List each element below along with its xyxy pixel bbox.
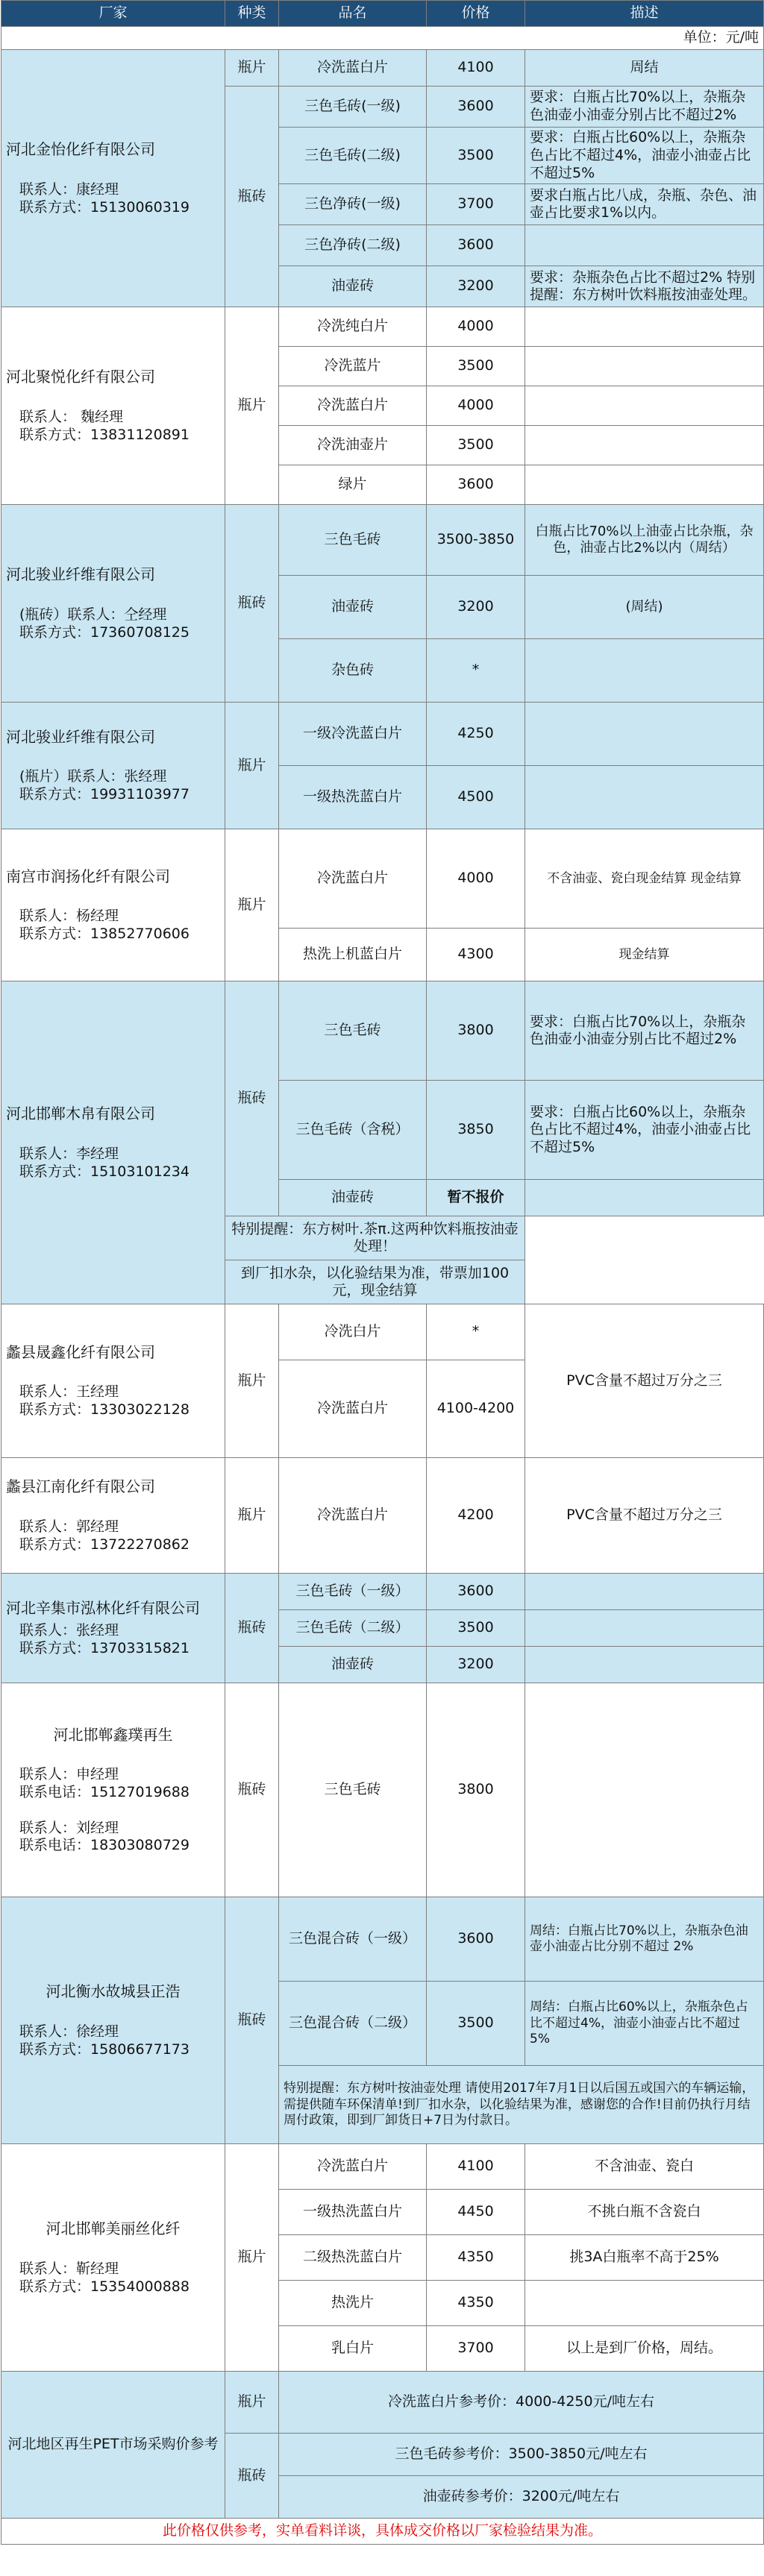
description-cell: 周结：白瓶占比60%以上，杂瓶杂色占比不超过4%，油壶小油壶占比不超过 5%	[525, 1982, 764, 2066]
description-cell: (周结)	[525, 576, 764, 639]
description-cell	[525, 766, 764, 829]
description-cell	[525, 1647, 764, 1683]
price-cell: 4100	[427, 2144, 525, 2190]
factory-contact: 联系人：王经理	[19, 1383, 119, 1401]
factory-phone: 联系方式：13703315821	[19, 1639, 190, 1656]
summary-row	[1, 2372, 764, 2434]
factory-cell	[1, 1683, 225, 1897]
factory-phone: 联系方式：15103101234	[19, 1163, 190, 1180]
factory-name: 河北邯郸木帛有限公司	[6, 1105, 155, 1123]
factory-cell	[1, 2144, 225, 2372]
factory-cell	[1, 703, 225, 829]
price-cell: 3500-3850	[427, 505, 525, 576]
factory-cell	[1, 829, 225, 981]
summary-title: 河北地区再生PET市场采购价参考	[1, 2372, 225, 2519]
type-cell: 瓶砖	[225, 87, 279, 307]
factory-name: 河北金怡化纤有限公司	[6, 140, 155, 158]
product-cell: 一级冷洗蓝白片	[279, 703, 427, 766]
header-description: 描述	[525, 1, 764, 27]
product-cell: 三色净砖(一级)	[279, 184, 427, 225]
description-cell	[525, 225, 764, 266]
factory-name: 河北邯郸鑫璞再生	[53, 1725, 173, 1744]
disclaimer: 此价格仅供参考，实单看料详谈，具体成交价格以厂家检验结果为准。	[1, 2519, 764, 2545]
factory-phone: 联系方式：13852770606	[19, 926, 190, 943]
factory-contact: (瓶片）联系人：张经理	[19, 768, 167, 785]
description-cell: 挑3A白瓶率不高于25%	[525, 2235, 764, 2281]
description-cell	[525, 2281, 764, 2326]
factory-name: 河北骏业纤维有限公司	[6, 565, 155, 584]
product-cell: 冷洗纯白片	[279, 307, 427, 347]
price-cell: 4100-4200	[427, 1360, 525, 1458]
table-row	[1, 1458, 764, 1574]
factory-cell	[1, 505, 225, 703]
factory-phone: 联系方式：15130060319	[19, 198, 190, 216]
product-cell: 热洗上机蓝白片	[279, 929, 427, 981]
product-cell: 三色混合砖（一级）	[279, 1897, 427, 1982]
description-cell: 要求白瓶占比八成，杂瓶、杂色、油壶占比要求1%以内。	[525, 184, 764, 225]
product-cell: 油壶砖	[279, 266, 427, 307]
description-cell	[525, 1180, 764, 1216]
factory-name: 河北骏业纤维有限公司	[6, 727, 155, 746]
special-note: 特别提醒：东方树叶按油壶处理 请使用2017年7月1日以后国五或国六的车辆运输，需提供随车环保清单!到厂扣水杂，以化验结果为准，感谢您的合作!目前仍执行月结周付政策，即到厂卸货日+7日为付款日。	[279, 2066, 764, 2144]
description-cell	[525, 347, 764, 386]
footer-row	[1, 2519, 764, 2545]
description-cell	[525, 465, 764, 505]
description-cell	[525, 386, 764, 426]
table-row	[1, 2144, 764, 2190]
type-cell: 瓶片	[225, 703, 279, 829]
product-cell: 绿片	[279, 465, 427, 505]
factory-contact: 联系人：徐经理	[19, 2023, 119, 2040]
price-cell: *	[427, 639, 525, 703]
price-cell: 4000	[427, 386, 525, 426]
price-cell: 3600	[427, 87, 525, 128]
factory-phone: 联系方式：13303022128	[19, 1401, 190, 1419]
type-cell: 瓶片	[225, 2144, 279, 2372]
summary-line: 油壶砖参考价：3200元/吨左右	[279, 2476, 764, 2519]
description-cell: PVC含量不超过万分之三	[525, 1458, 764, 1574]
price-cell: 3850	[427, 1081, 525, 1180]
product-cell: 三色净砖(二级)	[279, 225, 427, 266]
product-cell: 油壶砖	[279, 1180, 427, 1216]
table-row	[1, 50, 764, 87]
price-cell: 3600	[427, 1897, 525, 1982]
factory-cell	[1, 1458, 225, 1574]
description-cell: 要求：白瓶占比60%以上，杂瓶杂色占比不超过4%，油壶小油壶占比不超过5%	[525, 1081, 764, 1180]
unit-label: 单位：元/吨	[1, 27, 764, 50]
product-cell: 冷洗蓝白片	[279, 829, 427, 929]
header-factory: 厂家	[1, 1, 225, 27]
product-cell: 冷洗蓝白片	[279, 2144, 427, 2190]
product-cell: 冷洗蓝白片	[279, 50, 427, 87]
product-cell: 三色毛砖	[279, 505, 427, 576]
table-row	[1, 703, 764, 766]
description-cell	[525, 307, 764, 347]
product-cell: 油壶砖	[279, 576, 427, 639]
price-cell: 3700	[427, 2326, 525, 2372]
price-cell: 3600	[427, 1574, 525, 1610]
factory-cell	[1, 1897, 225, 2144]
table-row	[1, 981, 764, 1081]
price-cell: 4450	[427, 2190, 525, 2235]
type-cell: 瓶片	[225, 1304, 279, 1458]
factory-cell	[1, 1574, 225, 1683]
factory-name: 蠡县晟鑫化纤有限公司	[6, 1342, 155, 1361]
type-cell: 瓶片	[225, 50, 279, 87]
price-cell: 3500	[427, 1610, 525, 1647]
product-cell: 一级热洗蓝白片	[279, 766, 427, 829]
factory-contact: 联系人：杨经理	[19, 908, 119, 925]
description-cell	[525, 703, 764, 766]
factory-phone: 联系方式：19931103977	[19, 786, 190, 803]
price-cell: 3800	[427, 981, 525, 1081]
factory-cell	[1, 50, 225, 307]
description-cell: 周结	[525, 50, 764, 87]
table-row	[1, 1683, 764, 1897]
price-cell: 4000	[427, 307, 525, 347]
factory-contact: 联系人：靳经理	[19, 2260, 119, 2277]
price-cell: 4200	[427, 1458, 525, 1574]
type-cell: 瓶片	[225, 2372, 279, 2434]
product-cell: 热洗片	[279, 2281, 427, 2326]
header-type: 种类	[225, 1, 279, 27]
table-row	[1, 829, 764, 929]
factory-name: 河北邯郸美丽丝化纤	[46, 2220, 181, 2238]
product-cell: 冷洗蓝白片	[279, 1458, 427, 1574]
type-cell: 瓶片	[225, 307, 279, 505]
settlement-note: 到厂扣水杂，以化验结果为准，带票加100元，现金结算	[225, 1260, 525, 1304]
header-price: 价格	[427, 1, 525, 27]
table-row	[1, 1897, 764, 1982]
price-cell: 4100	[427, 50, 525, 87]
product-cell: 杂色砖	[279, 639, 427, 703]
factory-name: 南宫市润扬化纤有限公司	[6, 867, 170, 885]
price-cell: 4500	[427, 766, 525, 829]
summary-line: 冷洗蓝白片参考价：4000-4250元/吨左右	[279, 2372, 764, 2434]
product-cell: 三色毛砖（二级）	[279, 1610, 427, 1647]
factory-name: 蠡县江南化纤有限公司	[6, 1477, 155, 1496]
table-row	[1, 1304, 764, 1360]
price-cell: 3200	[427, 266, 525, 307]
price-cell: 4250	[427, 703, 525, 766]
description-cell: 周结：白瓶占比70%以上，杂瓶杂色油壶小油壶占比分别不超过 2%	[525, 1897, 764, 1982]
header-row	[1, 1, 764, 27]
description-cell: 不含油壶、瓷白现金结算 现金结算	[525, 829, 764, 929]
factory-name: 河北衡水故城县正浩	[46, 1982, 181, 2001]
product-cell: 三色毛砖（含税）	[279, 1081, 427, 1180]
price-cell: 4350	[427, 2281, 525, 2326]
factory-cell	[1, 307, 225, 505]
product-cell: 三色毛砖	[279, 981, 427, 1081]
type-cell: 瓶砖	[225, 1683, 279, 1897]
price-cell: 3500	[427, 1982, 525, 2066]
product-cell: 三色毛砖(二级)	[279, 128, 427, 184]
factory-contact: 联系人：申经理	[19, 1766, 119, 1783]
description-cell: 要求：杂瓶杂色占比不超过2% 特别提醒：东方树叶饮料瓶按油壶处理。	[525, 266, 764, 307]
factory-name: 河北辛集市泓林化纤有限公司	[6, 1599, 200, 1617]
table-row	[1, 307, 764, 347]
factory-contact: 联系人： 魏经理	[19, 408, 124, 425]
factory-phone: 联系方式：13722270862	[19, 1536, 190, 1553]
product-cell: 冷洗蓝片	[279, 347, 427, 386]
description-cell: 不挑白瓶不含瓷白	[525, 2190, 764, 2235]
factory-phone: 联系方式：13831120891	[19, 426, 190, 443]
factory-name: 河北聚悦化纤有限公司	[6, 368, 155, 386]
description-cell: 要求：白瓶占比60%以上，杂瓶杂色占比不超过4%，油壶小油壶占比不超过5%	[525, 128, 764, 184]
product-cell: 二级热洗蓝白片	[279, 2235, 427, 2281]
type-cell: 瓶片	[225, 829, 279, 981]
factory-phone: 联系方式：15354000888	[19, 2278, 190, 2295]
price-cell: 4000	[427, 829, 525, 929]
summary-line: 三色毛砖参考价：3500-3850元/吨左右	[279, 2434, 764, 2476]
description-cell: 白瓶占比70%以上油壶占比杂瓶，杂色，油壶占比2%以内（周结）	[525, 505, 764, 576]
factory-contact: 联系人：李经理	[19, 1145, 119, 1162]
product-cell: 三色毛砖(一级)	[279, 87, 427, 128]
factory-contact: 联系人：康经理	[19, 180, 119, 198]
factory-contact: (瓶砖）联系人：仝经理	[19, 606, 167, 623]
description-cell: 要求：白瓶占比70%以上，杂瓶杂色油壶小油壶分别占比不超过2%	[525, 87, 764, 128]
description-cell	[525, 1683, 764, 1897]
description-cell: 现金结算	[525, 929, 764, 981]
unit-row	[1, 27, 764, 50]
product-cell: 冷洗油壶片	[279, 426, 427, 465]
description-cell: PVC含量不超过万分之三	[525, 1304, 764, 1458]
price-cell: 3600	[427, 465, 525, 505]
price-cell: 3800	[427, 1683, 525, 1897]
factory-contact: 联系人：张经理	[19, 1622, 119, 1639]
description-cell	[525, 639, 764, 703]
description-cell	[525, 1574, 764, 1610]
factory-contact: 联系人：郭经理	[19, 1518, 119, 1535]
price-cell: *	[427, 1304, 525, 1360]
product-cell: 三色毛砖（一级）	[279, 1574, 427, 1610]
product-cell: 一级热洗蓝白片	[279, 2190, 427, 2235]
factory-phone: 联系电话：18303080729	[19, 1837, 190, 1854]
type-cell: 瓶砖	[225, 1574, 279, 1683]
price-cell: 3200	[427, 1647, 525, 1683]
price-cell: 3500	[427, 128, 525, 184]
price-cell: 3700	[427, 184, 525, 225]
product-cell: 油壶砖	[279, 1647, 427, 1683]
special-note: 特别提醒：东方树叶.茶π.这两种饮料瓶按油壶处理！	[225, 1216, 525, 1260]
product-cell: 三色混合砖（二级）	[279, 1982, 427, 2066]
type-cell: 瓶砖	[225, 2434, 279, 2519]
description-cell: 以上是到厂价格，周结。	[525, 2326, 764, 2372]
price-cell: 暂不报价	[427, 1180, 525, 1216]
factory-phone: 联系电话：15127019688	[19, 1784, 190, 1800]
product-cell: 乳白片	[279, 2326, 427, 2372]
product-cell: 冷洗蓝白片	[279, 386, 427, 426]
price-cell: 3500	[427, 347, 525, 386]
factory-phone: 联系方式：17360708125	[19, 623, 190, 641]
description-cell: 要求：白瓶占比70%以上，杂瓶杂色油壶小油壶分别占比不超过2%	[525, 981, 764, 1081]
factory-cell	[1, 981, 225, 1304]
product-cell: 冷洗蓝白片	[279, 1360, 427, 1458]
product-cell: 冷洗白片	[279, 1304, 427, 1360]
description-cell: 不含油壶、瓷白	[525, 2144, 764, 2190]
table-row	[1, 1574, 764, 1610]
header-product: 品名	[279, 1, 427, 27]
price-cell: 3200	[427, 576, 525, 639]
description-cell	[525, 426, 764, 465]
price-cell: 4300	[427, 929, 525, 981]
type-cell: 瓶砖	[225, 505, 279, 703]
description-cell	[525, 1610, 764, 1647]
price-cell: 3600	[427, 225, 525, 266]
price-cell: 4350	[427, 2235, 525, 2281]
table-row	[1, 505, 764, 576]
type-cell: 瓶片	[225, 1458, 279, 1574]
factory-cell	[1, 1304, 225, 1458]
type-cell: 瓶砖	[225, 981, 279, 1216]
price-table	[1, 0, 764, 2545]
price-cell: 3500	[427, 426, 525, 465]
product-cell: 三色毛砖	[279, 1683, 427, 1897]
type-cell: 瓶砖	[225, 1897, 279, 2144]
factory-contact: 联系人：刘经理	[19, 1819, 119, 1836]
factory-phone: 联系方式：15806677173	[19, 2041, 190, 2058]
